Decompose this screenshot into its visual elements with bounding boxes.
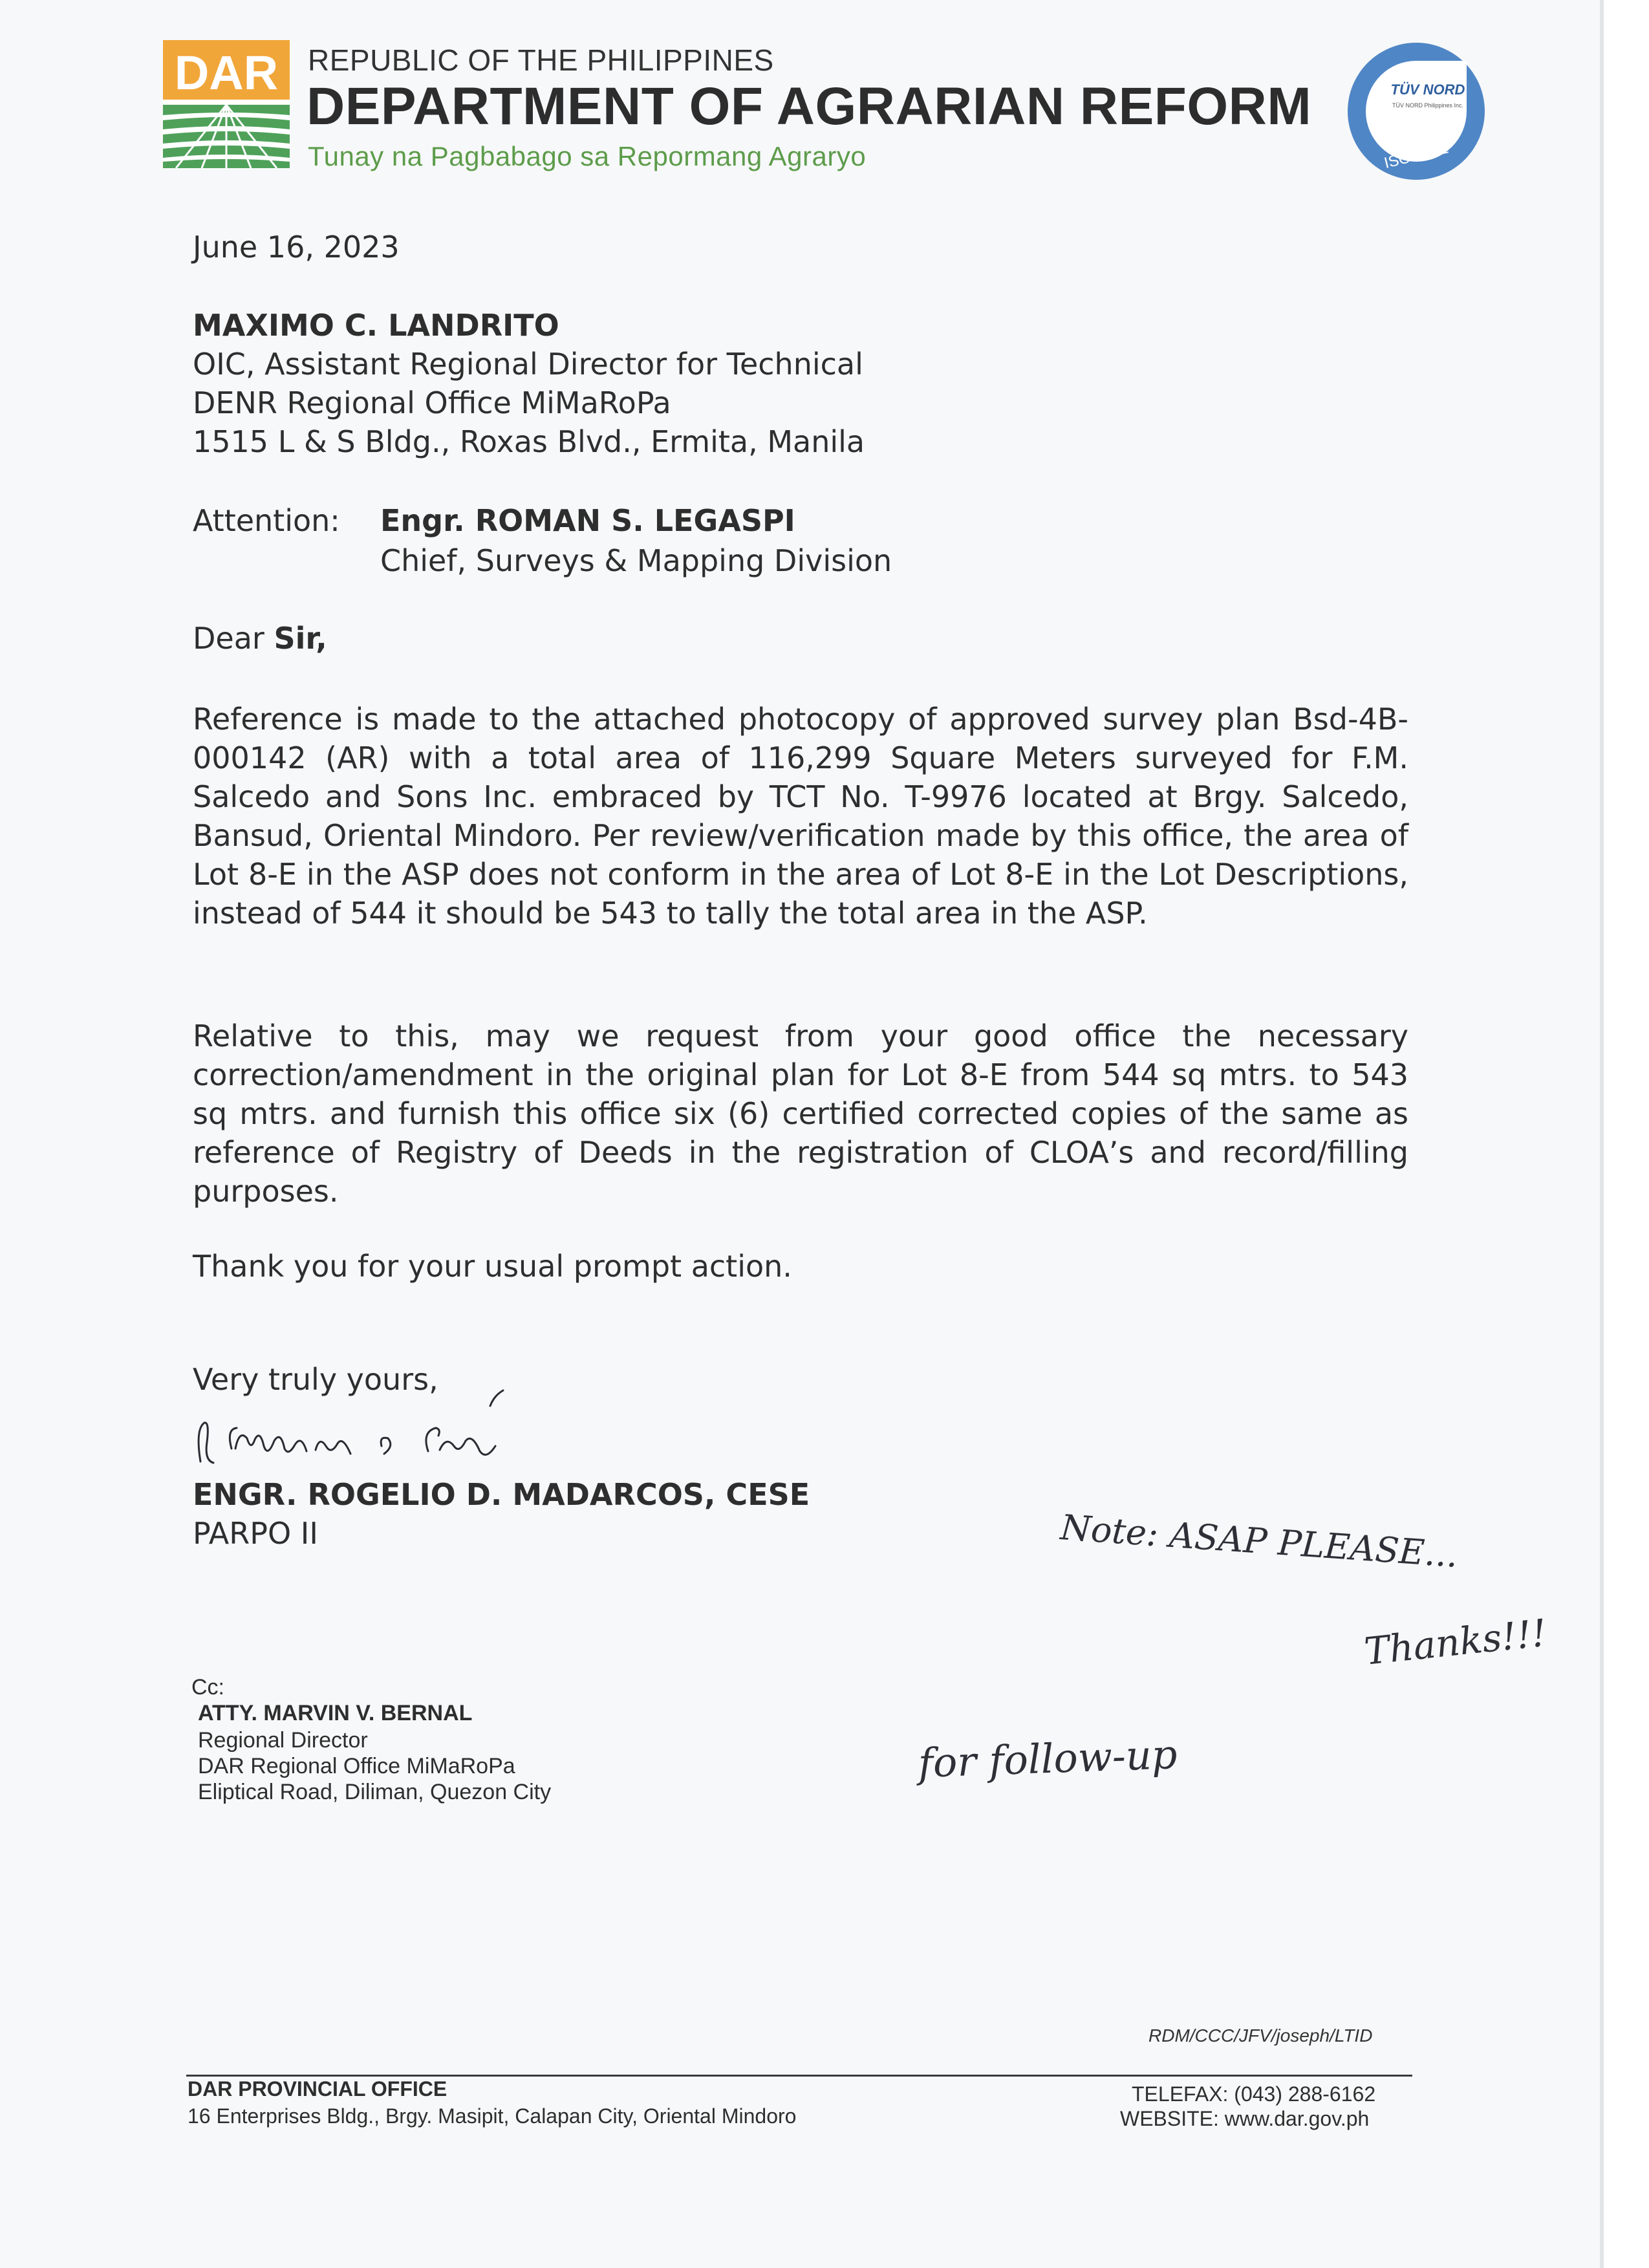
cc-name: ATTY. MARVIN V. BERNAL [198, 1701, 473, 1725]
body-paragraph: Relative to this, may we request from your good office the necessary correction/amendment in the original plan for Lot 8-E from 544 sq mtrs. to 543 sq mtrs. and furnish this office six (6) certified corrected copies of the same as reference of Registry of Deeds in the registration of CLOA’s and record/filling purposes. [193, 1019, 1408, 1209]
footer-divider [186, 2075, 1412, 2077]
reference-code: RDM/CCC/JFV/joseph/LTID [1148, 2025, 1373, 2046]
handwritten-note: for follow-up [917, 1731, 1178, 1787]
cc-line: Regional Director [198, 1728, 368, 1753]
salutation [193, 621, 327, 656]
cc-line: DAR Regional Office MiMaRoPa [198, 1754, 515, 1778]
recipient-line: OIC, Assistant Regional Director for Technical [193, 347, 863, 382]
iso-certification-badge [1345, 40, 1487, 182]
footer-office: DAR PROVINCIAL OFFICE [188, 2077, 447, 2101]
header-tagline: Tunay na Pagbabago sa Repormang Agraryo [308, 141, 867, 171]
attention-title: Chief, Surveys & Mapping Division [380, 543, 892, 578]
cc-line: Eliptical Road, Diliman, Quezon City [198, 1780, 552, 1804]
header-republic: REPUBLIC OF THE PHILIPPINES [308, 43, 774, 77]
signatory-title: PARPO II [193, 1516, 318, 1551]
footer-telefax: TELEFAX: (043) 288-6162 [1132, 2082, 1376, 2106]
header-department-name: DEPARTMENT OF AGRARIAN REFORM [307, 77, 1312, 136]
recipient-name: MAXIMO C. LANDRITO [193, 308, 559, 343]
cc-label: Cc: [191, 1675, 224, 1700]
body-paragraph: Thank you for your usual prompt action. [193, 1249, 792, 1284]
body-paragraph: Reference is made to the attached photocopy of approved survey plan Bsd-4B-000142 (AR) with a total area of 116,299 Square Meters surveyed for F.M. Salcedo and Sons Inc. embraced by TCT No. T-9976 located at Brgy. Salcedo, Bansud, Oriental Mindoro. Per review/verification made by this office, the area of Lot 8-E in the ASP does not conform in the area of Lot 8-E in the Lot Descriptions, instead of 544 it should be 543 to tally the total area in the ASP. [193, 702, 1408, 931]
signatory-name: ENGR. ROGELIO D. MADARCOS, CESE [193, 1477, 810, 1512]
letter-date: June 16, 2023 [193, 230, 400, 265]
attention-label: Attention: [193, 503, 340, 538]
closing: Very truly yours, [193, 1362, 438, 1397]
salutation-prefix: Dear [193, 621, 274, 656]
salutation-name: Sir, [274, 621, 327, 656]
handwritten-signature [188, 1384, 640, 1481]
footer-website: WEBSITE: www.dar.gov.ph [1120, 2107, 1370, 2130]
iso-standard-text: ISO 9001 [1382, 139, 1450, 173]
handwritten-note: Thanks!!! [1362, 1610, 1549, 1674]
iso-small-text: TÜV NORD Philippines Inc. [1392, 102, 1464, 109]
handwritten-note: Note: ASAP PLEASE... [1059, 1507, 1460, 1575]
footer-address: 16 Enterprises Bldg., Brgy. Masipit, Calapan City, Oriental Mindoro [188, 2104, 797, 2128]
dar-logo [163, 40, 290, 168]
iso-brand-text: TÜV NORD [1390, 81, 1465, 98]
attention-name: Engr. ROMAN S. LEGASPI [380, 503, 795, 538]
dar-logo-text: DAR [174, 46, 279, 100]
recipient-line: 1515 L & S Bldg., Roxas Blvd., Ermita, Manila [193, 424, 865, 459]
recipient-line: DENR Regional Office MiMaRoPa [193, 385, 671, 420]
